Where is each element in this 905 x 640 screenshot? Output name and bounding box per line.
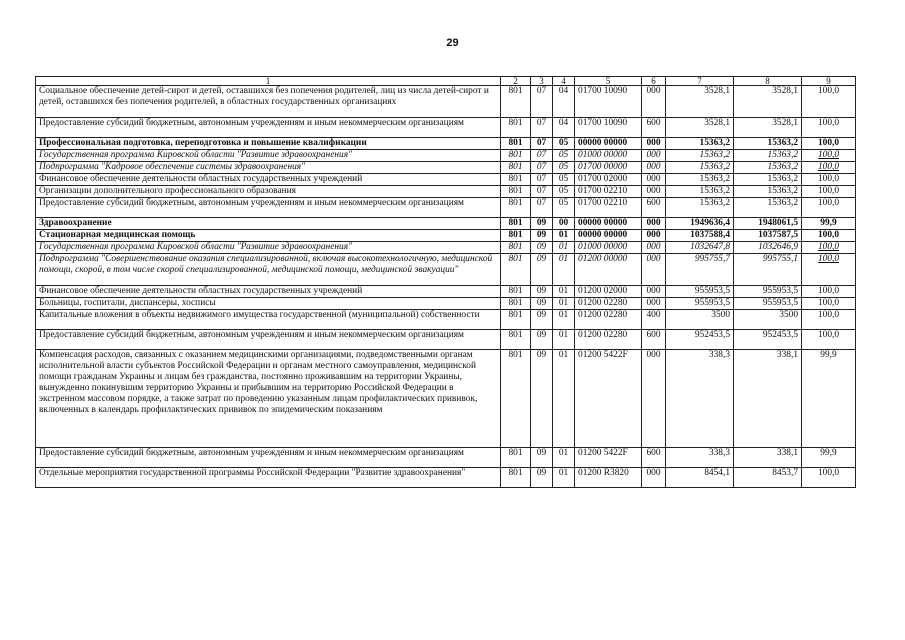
page-number: 29 bbox=[446, 37, 459, 49]
row-code-col2: 801 bbox=[501, 468, 531, 488]
row-actual-amount: 15363,2 bbox=[734, 198, 802, 218]
row-actual-amount: 15363,2 bbox=[734, 138, 802, 150]
row-actual-amount: 15363,2 bbox=[734, 174, 802, 186]
table-row bbox=[36, 162, 856, 174]
row-target-code: 01200 02280 bbox=[575, 310, 642, 330]
table-row bbox=[36, 198, 856, 218]
row-code-col4: 01 bbox=[553, 242, 575, 254]
table-row bbox=[36, 468, 856, 488]
row-actual-amount: 15363,2 bbox=[734, 186, 802, 198]
row-code-col2: 801 bbox=[501, 254, 531, 286]
row-code-col2: 801 bbox=[501, 118, 531, 138]
row-name-cell: Капитальные вложения в объекты недвижимого имущества государственной (муниципальной) собственности bbox=[36, 310, 501, 330]
row-code-col4: 01 bbox=[553, 330, 575, 350]
row-expense-type: 000 bbox=[642, 468, 666, 488]
row-code-col2: 801 bbox=[501, 150, 531, 162]
row-percent: 99,9 bbox=[802, 448, 856, 468]
row-expense-type: 000 bbox=[642, 298, 666, 310]
header-cell-9: 9 bbox=[802, 77, 856, 86]
row-name-cell: Предоставление субсидий бюджетным, автономным учреждениям и иным некоммерческим организациям bbox=[36, 198, 501, 218]
row-code-col2: 801 bbox=[501, 448, 531, 468]
row-expense-type: 000 bbox=[642, 218, 666, 230]
row-target-code: 01200 5422F bbox=[575, 350, 642, 448]
row-name-cell: Предоставление субсидий бюджетным, автономным учреждениям и иным некоммерческим организациям bbox=[36, 118, 501, 138]
row-code-col3: 07 bbox=[531, 174, 553, 186]
row-percent: 100,0 bbox=[802, 138, 856, 150]
row-planned-amount: 995755,7 bbox=[666, 254, 734, 286]
row-target-code: 01000 00000 bbox=[575, 150, 642, 162]
row-code-col3: 07 bbox=[531, 150, 553, 162]
row-name-cell: Финансовое обеспечение деятельности областных государственных учреждений bbox=[36, 286, 501, 298]
header-cell-8: 8 bbox=[734, 77, 802, 86]
row-code-col2: 801 bbox=[501, 242, 531, 254]
row-name-cell: Финансовое обеспечение деятельности областных государственных учреждений bbox=[36, 174, 501, 186]
row-target-code: 01200 00000 bbox=[575, 254, 642, 286]
table-row bbox=[36, 86, 856, 118]
row-code-col3: 07 bbox=[531, 86, 553, 118]
row-actual-amount: 8453,7 bbox=[734, 468, 802, 488]
row-code-col4: 04 bbox=[553, 118, 575, 138]
row-expense-type: 400 bbox=[642, 310, 666, 330]
row-code-col3: 07 bbox=[531, 198, 553, 218]
table-row bbox=[36, 186, 856, 198]
row-code-col3: 09 bbox=[531, 298, 553, 310]
row-actual-amount: 995755,1 bbox=[734, 254, 802, 286]
row-name-cell: Организации дополнительного профессионального образования bbox=[36, 186, 501, 198]
row-planned-amount: 1037588,4 bbox=[666, 230, 734, 242]
row-code-col3: 07 bbox=[531, 138, 553, 150]
row-actual-amount: 1032646,9 bbox=[734, 242, 802, 254]
row-code-col4: 05 bbox=[553, 198, 575, 218]
row-target-code: 01700 02210 bbox=[575, 186, 642, 198]
row-expense-type: 000 bbox=[642, 138, 666, 150]
row-expense-type: 000 bbox=[642, 350, 666, 448]
row-target-code: 00000 00000 bbox=[575, 218, 642, 230]
row-code-col3: 09 bbox=[531, 286, 553, 298]
row-name-cell: Государственная программа Кировской области "Развитие здравоохранения" bbox=[36, 242, 501, 254]
row-target-code: 01700 02000 bbox=[575, 174, 642, 186]
header-cell-1: 1 bbox=[36, 77, 501, 86]
row-target-code: 01700 10090 bbox=[575, 86, 642, 118]
row-percent: 100,0 bbox=[802, 230, 856, 242]
row-name-cell: Профессиональная подготовка, переподготовка и повышение квалификации bbox=[36, 138, 501, 150]
table-row bbox=[36, 242, 856, 254]
row-code-col4: 05 bbox=[553, 162, 575, 174]
row-code-col4: 05 bbox=[553, 150, 575, 162]
row-percent: 100,0 bbox=[802, 286, 856, 298]
table-row bbox=[36, 118, 856, 138]
budget-table bbox=[35, 76, 856, 488]
row-name-cell: Предоставление субсидий бюджетным, автономным учреждениям и иным некоммерческим организациям bbox=[36, 448, 501, 468]
row-expense-type: 000 bbox=[642, 254, 666, 286]
row-target-code: 01200 5422F bbox=[575, 448, 642, 468]
row-target-code: 01700 10090 bbox=[575, 118, 642, 138]
row-planned-amount: 15363,2 bbox=[666, 162, 734, 174]
row-planned-amount: 3500 bbox=[666, 310, 734, 330]
row-code-col4: 05 bbox=[553, 138, 575, 150]
row-code-col4: 05 bbox=[553, 174, 575, 186]
row-actual-amount: 3528,1 bbox=[734, 86, 802, 118]
row-code-col3: 09 bbox=[531, 242, 553, 254]
row-planned-amount: 15363,2 bbox=[666, 150, 734, 162]
row-target-code: 01200 02280 bbox=[575, 330, 642, 350]
row-planned-amount: 338,3 bbox=[666, 350, 734, 448]
row-planned-amount: 955953,5 bbox=[666, 286, 734, 298]
row-planned-amount: 15363,2 bbox=[666, 186, 734, 198]
row-code-col2: 801 bbox=[501, 298, 531, 310]
row-actual-amount: 15363,2 bbox=[734, 162, 802, 174]
row-name-cell: Предоставление субсидий бюджетным, автономным учреждениям и иным некоммерческим организациям bbox=[36, 330, 501, 350]
row-code-col3: 07 bbox=[531, 162, 553, 174]
row-actual-amount: 955953,5 bbox=[734, 298, 802, 310]
table-row bbox=[36, 138, 856, 150]
row-code-col2: 801 bbox=[501, 86, 531, 118]
row-percent: 100,0 bbox=[802, 150, 856, 162]
row-code-col4: 01 bbox=[553, 350, 575, 448]
table-row bbox=[36, 286, 856, 298]
row-code-col3: 07 bbox=[531, 118, 553, 138]
row-target-code: 01000 00000 bbox=[575, 242, 642, 254]
row-expense-type: 000 bbox=[642, 150, 666, 162]
row-code-col2: 801 bbox=[501, 230, 531, 242]
row-expense-type: 600 bbox=[642, 198, 666, 218]
row-name-cell: Больницы, госпитали, диспансеры, хосписы bbox=[36, 298, 501, 310]
row-code-col3: 09 bbox=[531, 330, 553, 350]
table-row bbox=[36, 254, 856, 286]
table-row bbox=[36, 298, 856, 310]
row-code-col4: 01 bbox=[553, 310, 575, 330]
row-code-col4: 04 bbox=[553, 86, 575, 118]
row-planned-amount: 952453,5 bbox=[666, 330, 734, 350]
row-planned-amount: 15363,2 bbox=[666, 138, 734, 150]
row-name-cell: Компенсация расходов, связанных с оказанием медицинскими организациями, подведомственными органам исполнительной власти субъектов Российской Федерации и органам местного самоуправления, медицинской помощи гражданам Украины и лицам без гражданства, постоянно проживавшим на территории Украины, вынужденно покинувшим территорию Украины и прибывшим на территорию Российской Федерации в экстренном массовом порядке, а также затрат по проведению указанным лицам профилактических прививок, включенных в календарь профилактических прививок по эпидемическим показаниям bbox=[36, 350, 501, 448]
header-cell-5: 5 bbox=[575, 77, 642, 86]
row-code-col4: 05 bbox=[553, 186, 575, 198]
row-expense-type: 600 bbox=[642, 330, 666, 350]
row-code-col4: 01 bbox=[553, 230, 575, 242]
row-code-col4: 00 bbox=[553, 218, 575, 230]
row-name-cell: Здравоохранение bbox=[36, 218, 501, 230]
row-actual-amount: 3528,1 bbox=[734, 118, 802, 138]
table-row bbox=[36, 174, 856, 186]
row-percent: 100,0 bbox=[802, 330, 856, 350]
table-row bbox=[36, 310, 856, 330]
row-code-col4: 01 bbox=[553, 298, 575, 310]
row-target-code: 01700 02210 bbox=[575, 198, 642, 218]
row-expense-type: 600 bbox=[642, 448, 666, 468]
row-code-col3: 09 bbox=[531, 310, 553, 330]
row-percent: 100,0 bbox=[802, 468, 856, 488]
row-percent: 100,0 bbox=[802, 86, 856, 118]
row-expense-type: 000 bbox=[642, 186, 666, 198]
row-target-code: 01200 02000 bbox=[575, 286, 642, 298]
row-name-cell: Подпрограмма "Кадровое обеспечение системы здравоохранения" bbox=[36, 162, 501, 174]
row-target-code: 01200 02280 bbox=[575, 298, 642, 310]
header-cell-3: 3 bbox=[531, 77, 553, 86]
row-actual-amount: 952453,5 bbox=[734, 330, 802, 350]
row-code-col2: 801 bbox=[501, 286, 531, 298]
row-code-col3: 09 bbox=[531, 468, 553, 488]
row-code-col3: 09 bbox=[531, 350, 553, 448]
row-percent: 100,0 bbox=[802, 162, 856, 174]
row-code-col4: 01 bbox=[553, 448, 575, 468]
row-target-code: 00000 00000 bbox=[575, 138, 642, 150]
header-cell-6: 6 bbox=[642, 77, 666, 86]
row-planned-amount: 338,3 bbox=[666, 448, 734, 468]
row-planned-amount: 3528,1 bbox=[666, 86, 734, 118]
row-code-col4: 01 bbox=[553, 468, 575, 488]
row-target-code: 01700 00000 bbox=[575, 162, 642, 174]
header-cell-2: 2 bbox=[501, 77, 531, 86]
row-planned-amount: 955953,5 bbox=[666, 298, 734, 310]
row-code-col2: 801 bbox=[501, 138, 531, 150]
row-actual-amount: 955953,5 bbox=[734, 286, 802, 298]
row-actual-amount: 15363,2 bbox=[734, 150, 802, 162]
row-expense-type: 600 bbox=[642, 118, 666, 138]
row-code-col2: 801 bbox=[501, 174, 531, 186]
row-code-col2: 801 bbox=[501, 186, 531, 198]
row-percent: 100,0 bbox=[802, 198, 856, 218]
table-row bbox=[36, 448, 856, 468]
row-percent: 100,0 bbox=[802, 298, 856, 310]
row-code-col2: 801 bbox=[501, 350, 531, 448]
row-name-cell: Государственная программа Кировской области "Развитие здравоохранения" bbox=[36, 150, 501, 162]
row-actual-amount: 3500 bbox=[734, 310, 802, 330]
row-planned-amount: 8454,1 bbox=[666, 468, 734, 488]
row-code-col3: 09 bbox=[531, 448, 553, 468]
row-planned-amount: 1032647,8 bbox=[666, 242, 734, 254]
header-row bbox=[36, 77, 856, 86]
row-name-cell: Социальное обеспечение детей-сирот и детей, оставшихся без попечения родителей, лиц из числа детей-сирот и детей, оставшихся без попечения родителей, в областных государственных организациях bbox=[36, 86, 501, 118]
row-code-col4: 01 bbox=[553, 254, 575, 286]
row-code-col3: 09 bbox=[531, 230, 553, 242]
row-expense-type: 000 bbox=[642, 86, 666, 118]
row-expense-type: 000 bbox=[642, 230, 666, 242]
header-cell-7: 7 bbox=[666, 77, 734, 86]
table-row bbox=[36, 330, 856, 350]
row-planned-amount: 15363,2 bbox=[666, 174, 734, 186]
row-name-cell: Отдельные мероприятия государственной программы Российской Федерации "Развитие здравоохранения" bbox=[36, 468, 501, 488]
row-percent: 99,9 bbox=[802, 218, 856, 230]
row-code-col2: 801 bbox=[501, 218, 531, 230]
row-code-col3: 07 bbox=[531, 186, 553, 198]
row-percent: 100,0 bbox=[802, 118, 856, 138]
row-planned-amount: 15363,2 bbox=[666, 198, 734, 218]
row-target-code: 01200 R3820 bbox=[575, 468, 642, 488]
row-code-col2: 801 bbox=[501, 330, 531, 350]
table-row bbox=[36, 350, 856, 448]
row-planned-amount: 3528,1 bbox=[666, 118, 734, 138]
row-percent: 100,0 bbox=[802, 254, 856, 286]
row-percent: 100,0 bbox=[802, 310, 856, 330]
header-cell-4: 4 bbox=[553, 77, 575, 86]
row-actual-amount: 338,1 bbox=[734, 350, 802, 448]
row-code-col3: 09 bbox=[531, 254, 553, 286]
row-code-col4: 01 bbox=[553, 286, 575, 298]
row-name-cell: Стационарная медицинская помощь bbox=[36, 230, 501, 242]
row-expense-type: 000 bbox=[642, 286, 666, 298]
row-percent: 100,0 bbox=[802, 174, 856, 186]
row-planned-amount: 1949636,4 bbox=[666, 218, 734, 230]
row-code-col2: 801 bbox=[501, 310, 531, 330]
row-expense-type: 000 bbox=[642, 242, 666, 254]
row-expense-type: 000 bbox=[642, 162, 666, 174]
table-row bbox=[36, 230, 856, 242]
row-code-col3: 09 bbox=[531, 218, 553, 230]
row-expense-type: 000 bbox=[642, 174, 666, 186]
row-actual-amount: 1948061,5 bbox=[734, 218, 802, 230]
row-percent: 99,9 bbox=[802, 350, 856, 448]
table-row bbox=[36, 150, 856, 162]
row-name-cell: Подпрограмма "Совершенствование оказания специализированной, включая высокотехнологичную, медицинской помощи, скорой, в том числе скорой специализированной, медицинской помощи, медицинской эвакуации" bbox=[36, 254, 501, 286]
row-code-col2: 801 bbox=[501, 162, 531, 174]
row-code-col2: 801 bbox=[501, 198, 531, 218]
row-percent: 100,0 bbox=[802, 186, 856, 198]
row-actual-amount: 1037587,5 bbox=[734, 230, 802, 242]
row-percent: 100,0 bbox=[802, 242, 856, 254]
row-actual-amount: 338,1 bbox=[734, 448, 802, 468]
row-target-code: 00000 00000 bbox=[575, 230, 642, 242]
table-row bbox=[36, 218, 856, 230]
